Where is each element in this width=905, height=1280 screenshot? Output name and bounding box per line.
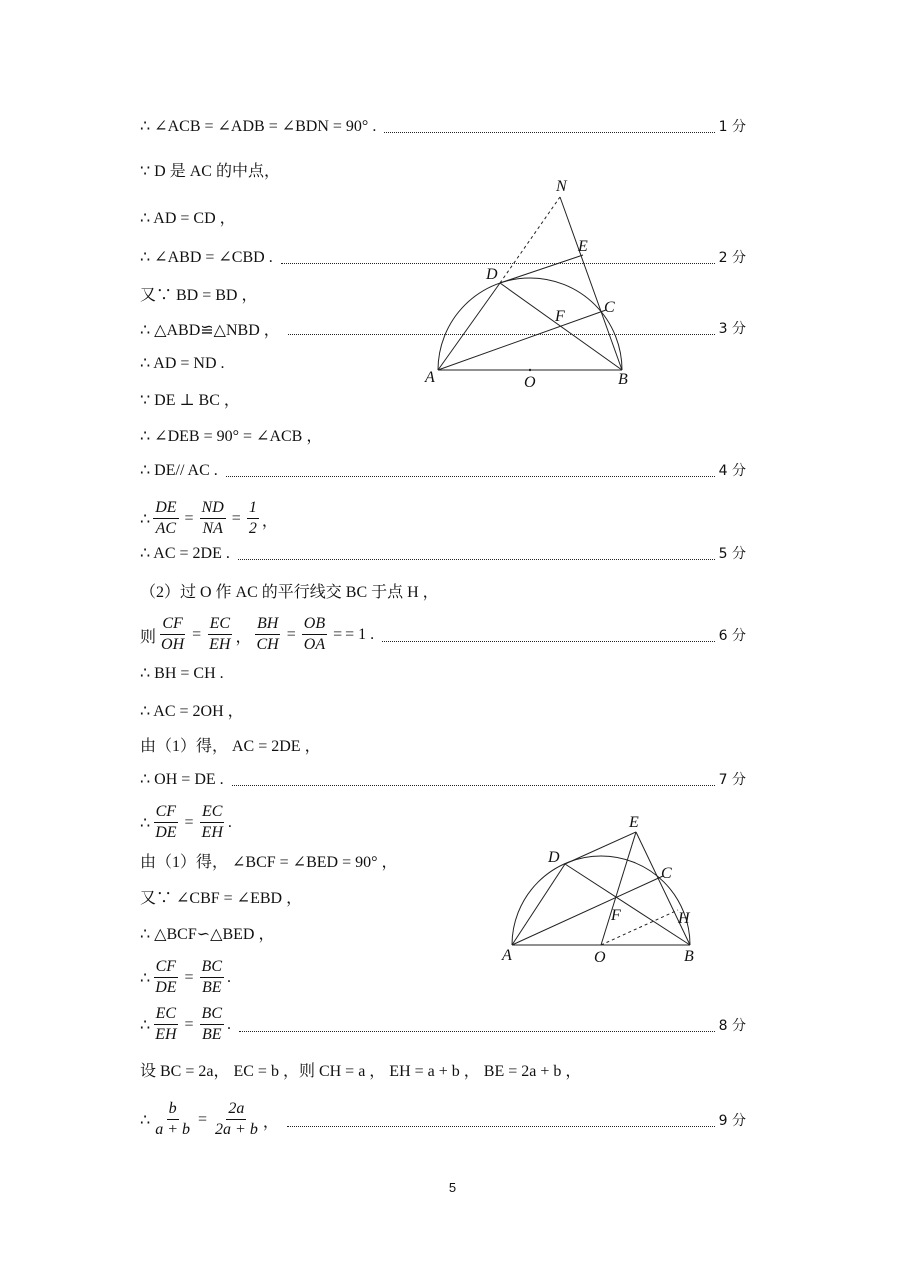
line-fraction-2-numerator: 2a xyxy=(226,1101,246,1120)
line-text: 由（1）得， ∠BCF = ∠BED = 90° ， xyxy=(140,853,398,871)
line-fraction-2 xyxy=(200,959,224,997)
equals-sign: = xyxy=(197,1111,208,1128)
line-fraction-1 xyxy=(153,959,178,997)
line-fraction-1-denominator: a + b xyxy=(155,1121,190,1138)
solution-line-9 xyxy=(140,417,746,451)
score-mark: 8 分 xyxy=(718,1018,746,1034)
line-fraction-2-numerator: ND xyxy=(200,500,226,519)
line-text: ∵ DE ⊥ BC ， xyxy=(140,391,240,409)
figure2-label-c: C xyxy=(661,865,672,882)
group-a-fraction-2-numerator: EC xyxy=(208,616,232,635)
equals-sign: = xyxy=(184,814,194,831)
solution-line-13 xyxy=(140,573,746,607)
geometry-figure-1 xyxy=(420,175,645,395)
line-suffix: . xyxy=(227,969,231,986)
line-fraction-1-numerator: DE xyxy=(153,500,178,519)
dot-leader xyxy=(384,132,714,133)
group-b-fraction-2 xyxy=(302,616,327,654)
line-fraction-2-denominator: 2a + b xyxy=(215,1121,258,1138)
line-text: ∴ △BCF∽△BED ， xyxy=(140,925,275,943)
line-fraction-2-denominator: BE xyxy=(202,1026,222,1043)
line-text: ∴ ∠ACB = ∠ADB = ∠BDN = 90° . xyxy=(140,118,377,135)
line-fraction-2-numerator: BC xyxy=(200,959,224,978)
line-fraction-3 xyxy=(247,500,259,538)
line-fraction-2-denominator: NA xyxy=(202,520,223,537)
figure1-label-a: A xyxy=(425,369,435,386)
equals-sign: = xyxy=(286,626,296,643)
equals-sign: = xyxy=(192,626,202,643)
figure1-label-f: F xyxy=(555,308,565,325)
line-suffix: = 1 . xyxy=(345,626,375,643)
line-text: 又∵ BD = BD ， xyxy=(140,286,258,304)
solution-line-16 xyxy=(140,692,746,726)
line-text: ∴ DE// AC . xyxy=(140,462,218,479)
line-fraction-2 xyxy=(200,500,226,538)
line-text: 又∵ ∠CBF = ∠EBD ， xyxy=(140,889,303,907)
equals-sign: = xyxy=(184,1016,194,1033)
score-mark: 4 分 xyxy=(718,463,746,479)
solution-line-25 xyxy=(140,1052,746,1086)
equals-sign: = xyxy=(231,510,241,527)
line-prefix: ∴ xyxy=(140,970,151,987)
line-text: ∴ AD = CD ， xyxy=(140,209,236,227)
line-fraction-1 xyxy=(153,1101,192,1139)
group-a-fraction-2 xyxy=(207,616,232,654)
solution-line-18 xyxy=(140,762,746,796)
line-fraction-2 xyxy=(213,1101,260,1139)
line-text: ∴ OH = DE . xyxy=(140,771,224,788)
figure2-label-a: A xyxy=(502,947,512,964)
solution-line-15 xyxy=(140,656,746,690)
line-fraction-2 xyxy=(200,804,225,842)
line-text: ∴ AC = 2OH ， xyxy=(140,702,244,720)
line-text: ∴ △ABD≌△NBD ， xyxy=(140,321,280,339)
line-fraction-2-denominator: BE xyxy=(202,979,222,996)
line-fraction-1-denominator: DE xyxy=(155,824,177,841)
line-text: ∴ ∠ABD = ∠CBD . xyxy=(140,249,273,266)
line-fraction-2-numerator: EC xyxy=(200,804,224,823)
solution-line-1 xyxy=(140,109,746,143)
dot-leader xyxy=(382,641,714,642)
line-suffix: . xyxy=(227,1016,231,1033)
line-suffix: ， xyxy=(261,512,278,530)
figure2-label-o: O xyxy=(594,949,606,966)
figure1-label-e: E xyxy=(578,238,588,255)
group-b-fraction-1-denominator: CH xyxy=(256,636,279,653)
line-text: 设 BC = 2a， EC = b ，则 CH = a ， EH = a + b ， BE = 2a + b ， xyxy=(140,1062,582,1080)
figure1-label-c: C xyxy=(604,299,615,316)
solution-line-10 xyxy=(140,453,746,487)
line-suffix: . xyxy=(227,814,232,831)
figure2-label-b: B xyxy=(684,948,694,965)
line-text: （2）过 O 作 AC 的平行线交 BC 于点 H ， xyxy=(140,583,439,601)
line-text: ∵ D 是 AC 的中点， xyxy=(140,162,280,180)
line-fraction-1-denominator: AC xyxy=(155,520,177,537)
equals-sign: = xyxy=(184,510,194,527)
geometry-figure-2 xyxy=(498,810,708,970)
dot-leader xyxy=(287,1126,715,1127)
score-mark: 9 分 xyxy=(718,1113,746,1129)
figure2-label-d: D xyxy=(548,849,560,866)
group-a-fraction-2-denominator: EH xyxy=(209,636,231,653)
group-b-fraction-1 xyxy=(255,616,281,654)
group-a-fraction-1 xyxy=(159,616,186,654)
score-mark: 1 分 xyxy=(718,119,746,135)
solution-line-11 xyxy=(140,497,746,541)
figure2-label-e: E xyxy=(629,814,639,831)
line-text: ∴ BH = CH . xyxy=(140,665,224,682)
group-a-fraction-1-denominator: OH xyxy=(161,636,185,653)
line-fraction-1-denominator: EH xyxy=(155,1026,177,1043)
line-fraction-3-denominator: 2 xyxy=(248,520,257,537)
dot-leader xyxy=(232,785,715,786)
score-mark: 3 分 xyxy=(718,321,746,337)
solution-line-14 xyxy=(140,613,746,657)
line-prefix: ∴ xyxy=(140,1112,151,1129)
dot-leader xyxy=(226,476,715,477)
line-fraction-1 xyxy=(153,1006,178,1044)
figure1-label-n: N xyxy=(556,178,567,195)
solution-line-12 xyxy=(140,536,746,570)
line-suffix: ， xyxy=(262,1113,279,1131)
solution-line-24 xyxy=(140,1003,746,1047)
figure1-label-b: B xyxy=(618,371,628,388)
line-fraction-1 xyxy=(153,804,178,842)
line-fraction-1-numerator: b xyxy=(167,1101,179,1120)
group-a-fraction-1-numerator: CF xyxy=(160,616,184,635)
line-fraction-1-numerator: CF xyxy=(154,804,178,823)
figure2-label-h: H xyxy=(678,910,690,927)
line-fraction-1-numerator: CF xyxy=(154,959,178,978)
group-b-fraction-1-numerator: BH xyxy=(255,616,280,635)
score-mark: 5 分 xyxy=(718,546,746,562)
figure1-label-d: D xyxy=(486,266,498,283)
line-prefix: 则 xyxy=(140,628,157,646)
line-fraction-2-numerator: BC xyxy=(200,1006,224,1025)
score-mark: 7 分 xyxy=(718,772,746,788)
score-mark: 2 分 xyxy=(718,250,746,266)
line-text: 由（1）得， AC = 2DE ， xyxy=(140,737,321,755)
line-fraction-2-denominator: EH xyxy=(201,824,223,841)
line-fraction-2 xyxy=(200,1006,224,1044)
dot-leader xyxy=(238,559,715,560)
dot-leader xyxy=(239,1031,715,1032)
line-fraction-3-numerator: 1 xyxy=(247,500,259,519)
page-number: 5 xyxy=(448,1180,457,1195)
group-b-fraction-2-denominator: OA xyxy=(303,636,326,653)
line-text: ∴ AC = 2DE . xyxy=(140,545,230,562)
line-fraction-1-numerator: EC xyxy=(154,1006,178,1025)
equals-sign: = xyxy=(333,626,343,643)
line-text: ∴ ∠DEB = 90° = ∠ACB ， xyxy=(140,427,323,445)
figure1-label-o: O xyxy=(524,374,536,391)
line-prefix: ∴ xyxy=(140,815,151,832)
score-mark: 6 分 xyxy=(718,628,746,644)
line-prefix: ∴ xyxy=(140,511,151,528)
line-fraction-1-denominator: DE xyxy=(155,979,177,996)
line-prefix: ∴ xyxy=(140,1017,151,1034)
figure2-label-f: F xyxy=(611,907,621,924)
group-b-fraction-2-numerator: OB xyxy=(302,616,327,635)
solution-line-17 xyxy=(140,727,746,761)
line-text: ∴ AD = ND . xyxy=(140,355,225,372)
equals-sign: = xyxy=(184,969,194,986)
solution-line-26 xyxy=(140,1098,746,1142)
line-fraction-1 xyxy=(153,500,178,538)
line-separator: ， xyxy=(235,628,252,646)
